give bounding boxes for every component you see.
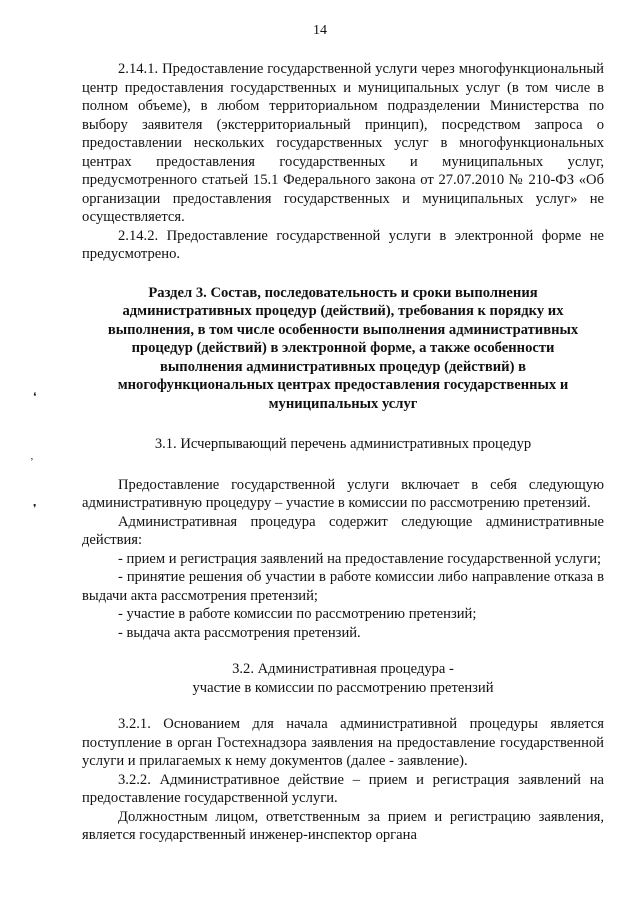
paragraph-3-1-b: Административная процедура содержит следующие административные действия: — [82, 513, 604, 548]
actions-list — [82, 550, 604, 643]
paragraph-responsible: Должностным лицом, ответственным за прием и регистрацию заявления, является государственный инженер-инспектор органа — [82, 808, 604, 843]
page-number: 14 — [313, 23, 327, 38]
scan-mark: ❛ — [33, 391, 37, 403]
list-item: - участие в работе комиссии по рассмотрению претензий; — [118, 606, 477, 622]
scan-mark: ‚ — [30, 450, 34, 462]
subsection-3-2-heading — [82, 660, 604, 697]
document-body — [82, 60, 604, 845]
paragraph-3-2-1: 3.2.1. Основанием для начала административной процедуры является поступление в орган Гостехнадзора заявления на предоставление государственной услуги и прилагаемых к нему документов (далее - заявление). — [82, 716, 604, 769]
list-item: - принятие решения об участии в работе комиссии либо направление отказа в выдачи акта рассмотрения претензий; — [82, 569, 604, 604]
list-item: - выдача акта рассмотрения претензий. — [118, 624, 361, 641]
paragraph-2-14-2: 2.14.2. Предоставление государственной услуги в электронной форме не предусмотрено. — [82, 227, 604, 262]
scan-mark: ❜ — [33, 503, 37, 515]
list-item: - прием и регистрация заявлений на предоставление государственной услуги; — [118, 550, 602, 567]
subsection-3-2-line1: 3.2. Административная процедура - — [232, 661, 454, 677]
subsection-3-2-line2: участие в комиссии по рассмотрению претензий — [192, 679, 494, 696]
subsection-3-1-heading: 3.1. Исчерпывающий перечень административных процедур — [154, 436, 532, 452]
paragraph-2-14-1: 2.14.1. Предоставление государственной услуги через многофункциональный центр предоставления государственных и муниципальных услуг (в том числе в полном объеме), в любом территориальном подразделении Министерства по выбору заявителя (экстерриториальный принцип), посредством запроса о предоставлении нескольких государственных услуг в многофункциональных центрах предоставления государственных и муниципальных услуг, предусмотренного статьей 15.1 Федерального закона от 27.07.2010 № 210-ФЗ «Об организации предоставления государственных и муниципальных услуг» не осуществляется. — [82, 61, 604, 225]
paragraph-3-1-a: Предоставление государственной услуги включает в себя следующую административную процедуру – участие в комиссии по рассмотрению претензий. — [82, 476, 604, 511]
section-3-title: Раздел 3. Состав, последовательность и сроки выполнения административных процедур (действий), требования к порядку их выполнения, в том числе особенности выполнения административных процедур (действий) в электронной форме, а также особенности выполнения административных процедур (действий) в многофункциональных центрах предоставления государственных и муниципальных услуг — [107, 284, 579, 412]
paragraph-3-2-2: 3.2.2. Административное действие – прием и регистрация заявлений на предоставление государственной услуги. — [82, 771, 604, 806]
